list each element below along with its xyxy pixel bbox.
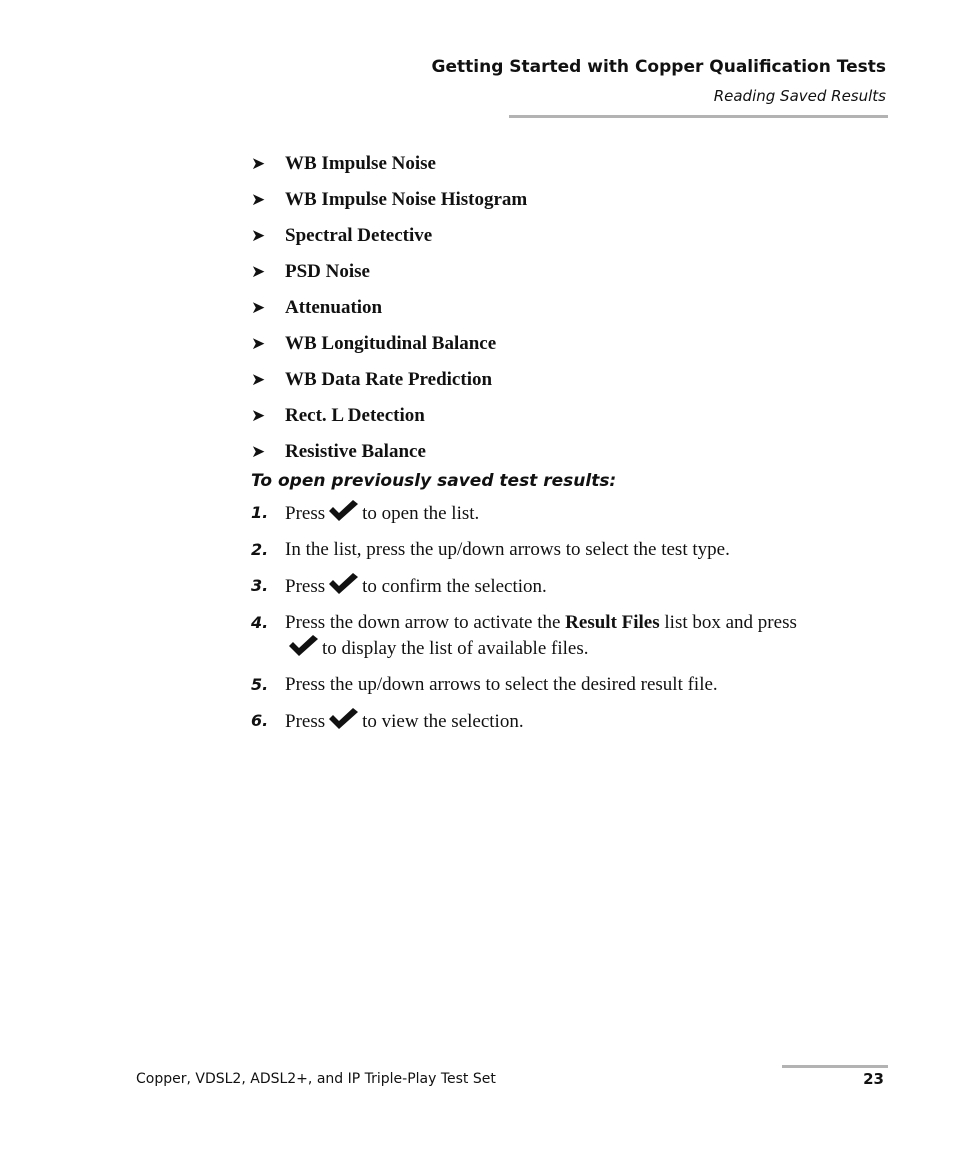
procedure-steps: [251, 500, 831, 745]
test-list: [251, 146, 527, 470]
step-text: Press to open the list.: [285, 500, 831, 526]
step-text: Press the up/down arrows to select the desired result file.: [285, 674, 718, 695]
step-text: Press the down arrow to activate the Result Files list box and pressto display the list of available files.: [285, 612, 797, 659]
step-text: Press to confirm the selection.: [285, 573, 831, 599]
step-number: 4.: [251, 613, 269, 632]
section-title: Reading Saved Results: [713, 87, 886, 105]
list-item: [251, 398, 527, 434]
header-divider: [509, 115, 888, 118]
step-3: [251, 573, 831, 599]
checkmark-icon: [327, 708, 359, 730]
list-item: [251, 218, 527, 254]
step-number: 2.: [251, 540, 269, 559]
list-item-label: Attenuation: [285, 297, 383, 318]
list-item-label: Resistive Balance: [285, 441, 426, 462]
step-1: [251, 500, 831, 526]
footer-divider: [782, 1065, 888, 1068]
page-number: 23: [863, 1070, 884, 1088]
step-number: 3.: [251, 576, 269, 595]
step-5: [251, 672, 831, 697]
list-item: [251, 434, 527, 470]
step-number: 5.: [251, 675, 269, 694]
footer-product-name: Copper, VDSL2, ADSL2+, and IP Triple-Play Test Set: [136, 1071, 496, 1087]
chapter-title: Getting Started with Copper Qualification Tests: [431, 57, 886, 77]
arrow-bullet-icon: ➤: [251, 225, 266, 246]
list-item: [251, 326, 527, 362]
step-2: [251, 537, 831, 562]
checkmark-icon: [287, 635, 319, 657]
result-files-term: Result Files: [565, 612, 660, 633]
arrow-bullet-icon: ➤: [251, 333, 266, 354]
procedure-heading: To open previously saved test results:: [251, 471, 617, 491]
arrow-bullet-icon: ➤: [251, 297, 266, 318]
arrow-bullet-icon: ➤: [251, 441, 266, 462]
list-item: [251, 182, 527, 218]
list-item-label: WB Longitudinal Balance: [285, 333, 497, 354]
list-item: [251, 290, 527, 326]
list-item: [251, 362, 527, 398]
arrow-bullet-icon: ➤: [251, 261, 266, 282]
step-text: In the list, press the up/down arrows to select the test type.: [285, 539, 730, 560]
step-6: [251, 708, 831, 734]
arrow-bullet-icon: ➤: [251, 369, 266, 390]
arrow-bullet-icon: ➤: [251, 189, 266, 210]
step-number: 1.: [251, 503, 269, 522]
list-item: [251, 146, 527, 182]
list-item-label: Spectral Detective: [285, 225, 433, 246]
list-item-label: Rect. L Detection: [285, 405, 425, 426]
list-item-label: WB Data Rate Prediction: [285, 369, 493, 390]
checkmark-icon: [327, 500, 359, 522]
list-item: [251, 254, 527, 290]
step-number: 6.: [251, 711, 269, 730]
checkmark-icon: [327, 573, 359, 595]
list-item-label: PSD Noise: [285, 261, 370, 282]
step-4: [251, 610, 831, 661]
arrow-bullet-icon: ➤: [251, 405, 266, 426]
arrow-bullet-icon: ➤: [251, 153, 266, 174]
list-item-label: WB Impulse Noise: [285, 153, 436, 174]
list-item-label: WB Impulse Noise Histogram: [285, 189, 528, 210]
step-text: Press to view the selection.: [285, 708, 831, 734]
